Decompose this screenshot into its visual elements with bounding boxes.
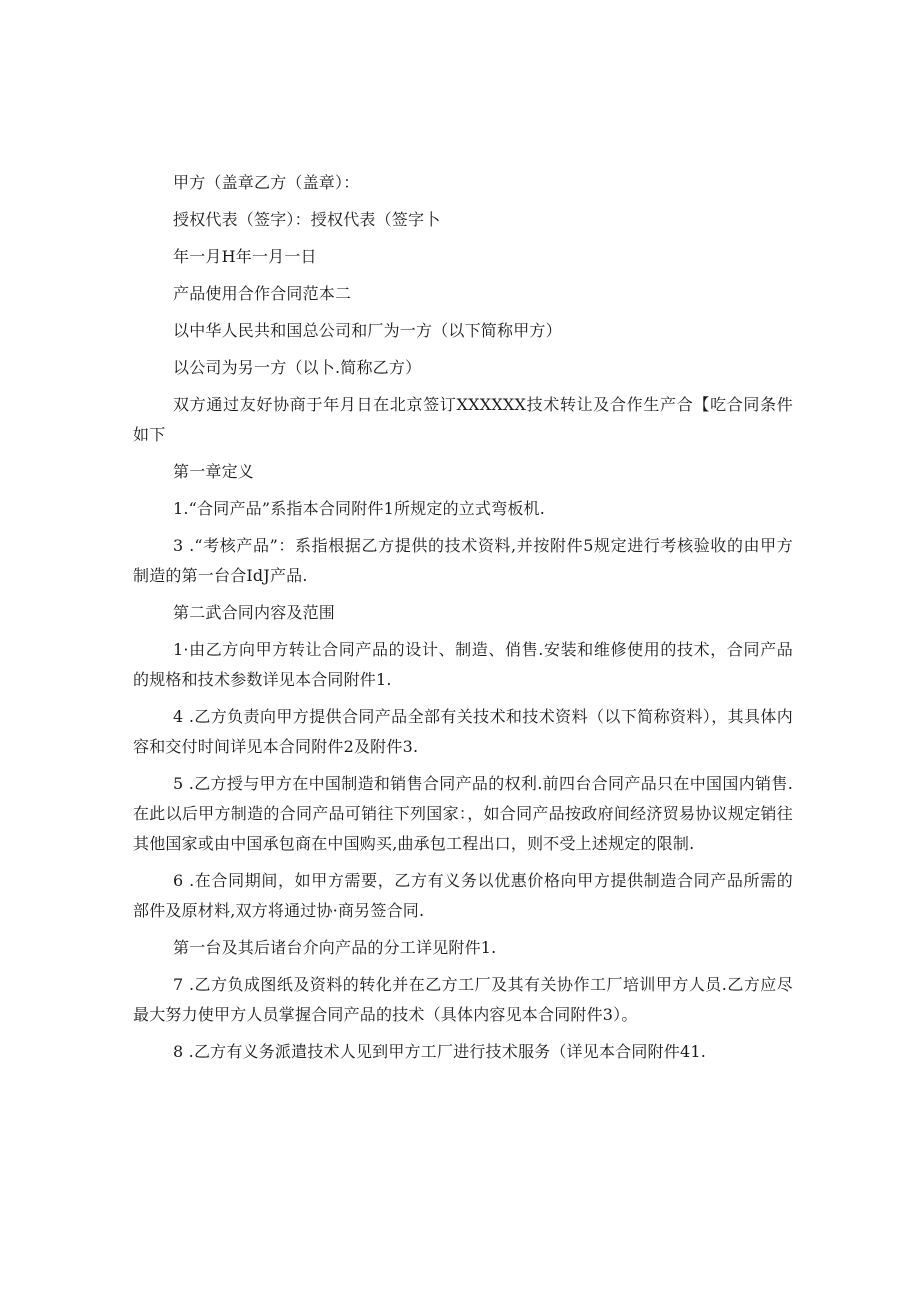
clause-technology-transfer: 1·由乙方向甲方转让合同产品的设计、制造、俏售.安装和维修使用的技术，合同产品的规格和技术参数详见本合同附件1. — [133, 640, 793, 689]
clause-parts-supply: 6 .在合同期间，如甲方需要，乙方有义务以优惠价格向甲方提供制造合同产品所需的部件及原材料,双方将通过协·商另签合同. — [133, 871, 793, 920]
document-body — [133, 168, 793, 1074]
signature-line-seal: 甲方（盖章乙方（盖章）： — [173, 173, 360, 192]
party-b-intro: 以公司为另一方（以卜.简称乙方） — [173, 358, 422, 377]
clause-technical-service: 8 .乙方有义务派遣技术人见到甲方工厂进行技术服务（详见本合同附件41. — [173, 1042, 706, 1061]
clause-division-of-work: 第一台及其后诸台介向产品的分工详见附件1. — [173, 938, 497, 957]
clause-training: 7 .乙方负成图纸及资料的转化并在乙方工厂及其有关协作工厂培训甲方人员.乙方应尽最大努力使甲方人员掌握合同产品的技术（具体内容见本合同附件3）。 — [133, 975, 793, 1024]
clause-assessment-product: 3 .“考核产品”：系指根据乙方提供的技术资料,并按附件5规定进行考核验收的由甲方制造的第一台合IdJ产品. — [133, 536, 793, 585]
clause-contract-product: 1.“合同产品”系指本合同附件1所规定的立式弯板机. — [173, 499, 546, 518]
clause-manufacturing-rights: 5 .乙方授与甲方在中国制造和销售合同产品的权利.前四台合同产品只在中国国内销售.在此以后甲方制造的合同产品可销往下列国家：，如合同产品按政府间经济贸易协议规定销往其他国家或由中国承包商在中国购买,曲承包工程出口，则不受上述规定的限制. — [133, 774, 793, 853]
clause-technical-documents: 4 .乙方负责向甲方提供合同产品全部有关技术和技术资料（以下简称资料），其具体内容和交付时间详见本合同附件2及附件3. — [133, 707, 793, 756]
contract-title: 产品使用合作合同范本二 — [173, 284, 352, 303]
signature-line-representative: 授权代表（签字）：授权代表（签字卜 — [173, 210, 441, 229]
preamble-paragraph: 双方通过友好协商于年月日在北京签订XXXXXX技术转让及合作生产合【吃合同条件如下 — [133, 395, 793, 444]
chapter-one-heading: 第一章定义 — [173, 462, 255, 481]
party-a-intro: 以中华人民共和国总公司和厂为一方（以下简称甲方） — [173, 321, 562, 340]
chapter-two-heading: 第二武合同内容及范围 — [173, 603, 336, 622]
signature-line-date: 年一月H年一月一日 — [173, 247, 317, 266]
